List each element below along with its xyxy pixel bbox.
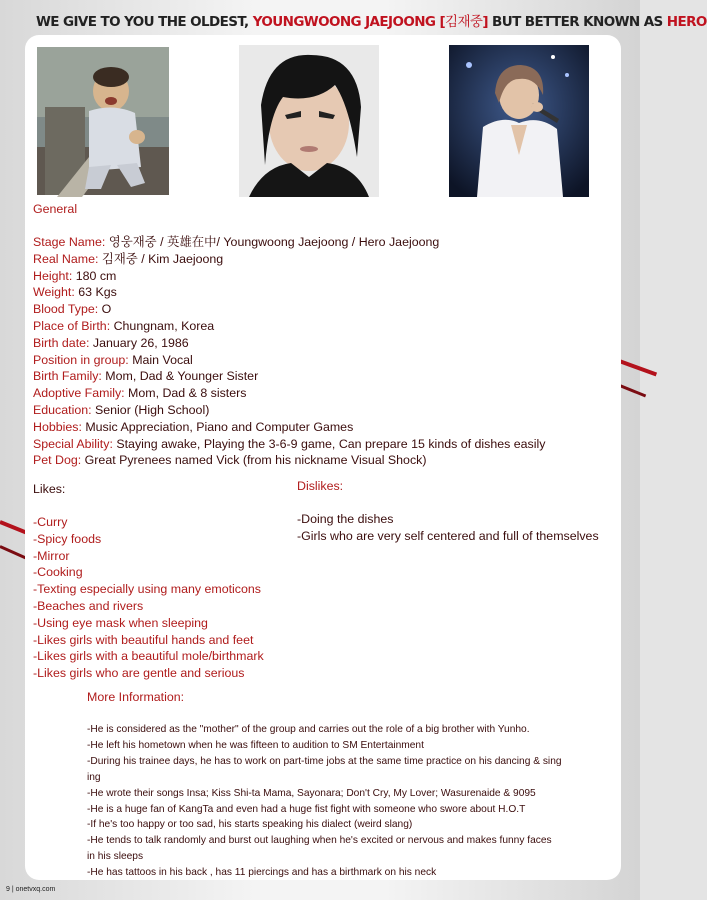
concert-photo xyxy=(449,45,589,197)
info-value: 180 cm xyxy=(72,268,117,283)
dislikes-item: -Girls who are very self centered and full of themselves xyxy=(297,528,599,543)
page-number: 9 xyxy=(6,886,10,893)
likes-item: -Curry xyxy=(33,515,68,529)
likes-item: -Spicy foods xyxy=(33,531,102,546)
info-weight xyxy=(33,284,545,301)
info-value: 김재중 / Kim Jaejoong xyxy=(98,251,224,266)
more-info-line: -During his trainee days, he has to work on part-time jobs at the same time practice on his dancing & sing xyxy=(87,755,562,767)
more-info-line: in his sleeps xyxy=(87,851,144,863)
info-position xyxy=(33,352,545,369)
info-value: Mom, Dad & 8 sisters xyxy=(124,386,247,401)
info-education xyxy=(33,402,545,419)
footer-site: onetvxq.com xyxy=(15,886,56,893)
more-info-line: -He tends to talk randomly and burst out laughing when he's excited or nervous and makes funny faces xyxy=(87,835,552,847)
info-value: Great Pyrenees named Vick (from his nickname Visual Shock) xyxy=(81,453,427,468)
header-text: WE GIVE TO YOU THE OLDEST, xyxy=(36,14,253,30)
info-value: 63 Kgs xyxy=(74,285,117,300)
general-info-list xyxy=(33,234,545,469)
info-value: O xyxy=(98,302,112,317)
more-info-line: -If he's too happy or too sad, his starts speaking his dialect (weird slang) xyxy=(87,819,413,831)
info-label: Place of Birth: xyxy=(33,318,111,333)
more-info-line: -He left his hometown when he was fifteen to audition to SM Entertainment xyxy=(87,739,424,751)
baby-photo xyxy=(37,47,169,195)
header-alias: HERO xyxy=(666,14,707,30)
info-value: Main Vocal xyxy=(128,352,193,367)
info-label: Stage Name: xyxy=(33,235,106,249)
info-label: Education: xyxy=(33,402,92,417)
info-label: Special Ability: xyxy=(33,436,113,451)
info-label: Pet Dog: xyxy=(33,453,82,468)
info-value: Mom, Dad & Younger Sister xyxy=(101,369,259,384)
header-bracket-close: ] xyxy=(482,14,493,30)
more-info-line: -He wrote their songs Insa; Kiss Shi-ta Mama, Sayonara; Don't Cry, My Lover; Wasurenaide & 9095 xyxy=(87,787,536,799)
info-label: Hobbies: xyxy=(33,419,82,434)
info-label: Blood Type: xyxy=(33,302,99,317)
more-info-list xyxy=(87,722,562,881)
likes-item: -Using eye mask when sleeping xyxy=(33,615,208,630)
info-birth-date xyxy=(33,335,545,352)
general-heading: General xyxy=(33,202,78,216)
header-name: YOUNGWOONG JAEJOONG xyxy=(252,14,436,30)
info-label: Height: xyxy=(33,268,73,283)
likes-item: -Mirror xyxy=(33,548,70,563)
info-value: January 26, 1986 xyxy=(89,335,189,350)
dislikes-list xyxy=(297,511,599,545)
content-card xyxy=(25,35,621,880)
likes-heading: Likes: xyxy=(33,482,66,496)
info-label: Weight: xyxy=(33,285,75,300)
info-value: Music Appreciation, Piano and Computer Games xyxy=(81,419,354,434)
info-birth-family xyxy=(33,368,545,385)
info-value: Chungnam, Korea xyxy=(110,318,215,333)
likes-item: -Texting especially using many emoticons xyxy=(33,582,261,597)
likes-item: -Cooking xyxy=(33,565,83,580)
info-place-of-birth xyxy=(33,318,545,335)
info-height xyxy=(33,268,545,285)
page-footer xyxy=(6,886,55,893)
dislikes-heading: Dislikes: xyxy=(297,479,344,493)
header-text-2: BUT BETTER KNOWN AS xyxy=(492,14,667,30)
likes-list xyxy=(33,514,264,682)
info-label: Birth Family: xyxy=(33,369,102,384)
more-info-heading: More Information: xyxy=(87,690,185,704)
info-value: Staying awake, Playing the 3-6-9 game, Can prepare 15 kinds of dishes easily xyxy=(112,436,546,451)
page-header xyxy=(36,10,707,30)
info-pet-dog xyxy=(33,452,545,469)
more-info-line: ing xyxy=(87,771,101,783)
info-adoptive-family xyxy=(33,385,545,402)
footer-separator: | xyxy=(9,886,16,893)
info-value: Senior (High School) xyxy=(91,402,210,417)
more-info-line: -He is considered as the "mother" of the group and carries out the role of a big brother with Yunho. xyxy=(87,724,530,735)
info-label: Birth date: xyxy=(33,335,90,350)
info-special-ability xyxy=(33,436,545,453)
dislikes-item: -Doing the dishes xyxy=(297,512,394,526)
likes-item: -Likes girls who are gentle and serious xyxy=(33,666,245,681)
info-blood-type xyxy=(33,301,545,318)
portrait-photo xyxy=(239,45,379,197)
more-info-line: -He has tattoos in his back , has 11 piercings and has a birthmark on his neck xyxy=(87,867,437,879)
likes-item: -Likes girls with beautiful hands and feet xyxy=(33,632,254,647)
info-stage-name xyxy=(33,234,545,251)
header-korean: 김재중 xyxy=(445,14,483,30)
info-label: Real Name: xyxy=(33,251,99,266)
more-info-line: -He is a huge fan of KangTa and even had a huge fist fight with someone who swore about H.O.T xyxy=(87,803,526,815)
info-label: Adoptive Family: xyxy=(33,386,125,401)
likes-item: -Likes girls with a beautiful mole/birthmark xyxy=(33,649,264,664)
info-label: Position in group: xyxy=(33,352,129,367)
header-bracket-open: [ xyxy=(435,14,446,30)
likes-item: -Beaches and rivers xyxy=(33,598,144,613)
info-hobbies xyxy=(33,419,545,436)
info-real-name xyxy=(33,251,545,268)
info-value: 영웅재중 / 英雄在中/ Youngwoong Jaejoong / Hero Jaejoong xyxy=(105,235,440,249)
